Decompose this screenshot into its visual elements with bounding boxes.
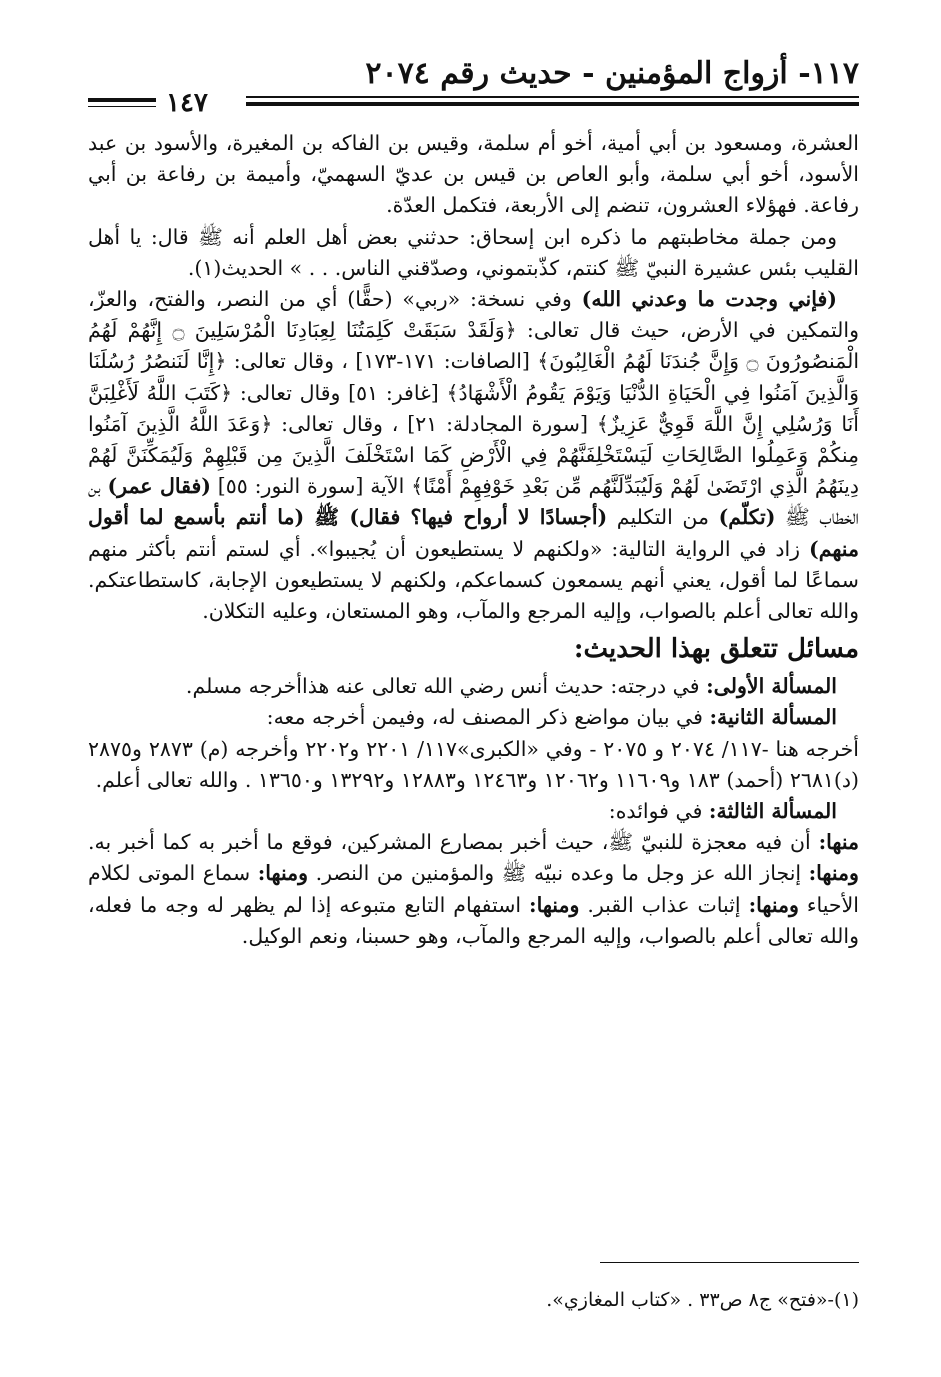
page-number: ١٤٧ — [166, 88, 208, 118]
issue-two-body: أخرجه هنا -١١٧/ ٢٠٧٤ و ٢٠٧٥ - وفي «الكبرى»١١٧/ ٢٢٠١ و٢٢٠٢ وأخرجه (م) ٢٨٧٣ و٢٨٧٥ (د)٢٦٨١ (أحمد) ١٨٣ و١١٦٠٩ و١٢٠٦٢ و١٢٤٦٣ و١٢٨٨٣ و١٣٢٩٢ و١٣٦٥٠ . والله تعالى أعلم. — [88, 736, 859, 792]
benefit-text-3: سماع الموتى لكلام الأحياء — [88, 861, 859, 917]
paragraph-commentary — [88, 284, 859, 627]
benefits-paragraph — [88, 827, 859, 952]
benefit-text-2: إنجاز الله عز وجل ما وعده نبيّه ﷺ والمؤمنين من النصر. — [315, 861, 802, 886]
hadith-quote: (فإني وجدت ما وعدني الله) — [581, 287, 837, 312]
benefit-label-3: ومنها: — [257, 861, 309, 886]
commentary-text-3: من التكليم — [616, 505, 710, 530]
issue-three-text: في فوائده: — [608, 799, 703, 824]
benefit-text-5: استفهام التابع متبوعه إذا لم يظهر له وجه ما فعله، والله تعالى أعلم بالصواب، وإليه المرجع والمآب، وهو حسبنا، ونعم الوكيل. — [88, 892, 859, 948]
issue-three-label: المسألة الثالثة: — [708, 799, 837, 824]
issue-one-text: في درجته: حديث أنس رضي الله تعالى عنه هذاأخرجه مسلم. — [185, 674, 700, 699]
running-title: ١١٧- أزواج المؤمنين - حديث رقم ٢٠٧٤ — [365, 56, 859, 91]
hadith-quote-bodies: (أجسادًا لا أرواح فيها؟ فقال) ﷺ (ما أنتم بأسمع لما أقول منهم) — [88, 505, 859, 561]
footnote: (١)-«فتح» ج٨ ص٣٣ . «كتاب المغازي». — [546, 1289, 859, 1311]
commentary-text-4: زاد في الرواية التالية: «ولكنهم لا يستطيعون أن يُجيبوا». أي لستم أنتم بأكثر منهم سماعًا لما أقول، يعني أنهم يسمعون كسماعكم، ولكنهم لا يستطيعون الإجابة، كاستطاعتكم. والله تعالى أعلم بالصواب، وإليه المرجع والمآب، وهو المستعان، وعليه التكلان. — [88, 536, 859, 624]
section-heading: مسائل تتعلق بهذا الحديث: — [573, 634, 859, 665]
paragraph-ibn-ishaq: ومن جملة مخاطبتهم ما ذكره ابن إسحاق: حدثني بعض أهل العلم أنه ﷺ قال: يا أهل القليب بئس عشيرة النبيّ ﷺ كنتم، كذّبتموني، وصدّقني الناس. . . » الحديث(١). — [88, 224, 859, 280]
footnote-rule — [600, 1262, 859, 1263]
hadith-quote-speak: (تكلّم) — [718, 505, 776, 530]
issue-one-label: المسألة الأولى: — [706, 674, 837, 699]
benefit-label-1: منها: — [818, 830, 859, 855]
header-rule-long — [246, 96, 859, 98]
issue-one — [88, 671, 859, 702]
main-text — [88, 128, 859, 952]
benefit-label-2: ومنها: — [808, 861, 859, 886]
page-header — [88, 52, 859, 122]
issue-two-text: في بيان مواضع ذكر المصنف له، وفيمن أخرجه معه: — [266, 705, 703, 730]
issue-two-label: المسألة الثانية: — [709, 705, 837, 730]
issue-three — [88, 796, 859, 827]
commentary-text-2: بن الخطاب ﷺ — [88, 474, 859, 530]
paragraph-names-list: العشرة، ومسعود بن أبي أمية، أخو أم سلمة، وقيس بن الفاكه بن المغيرة، والأسود بن عبد الأسود، أخو أبي سلمة، وأبو العاص بن قيس بن عديّ السهميّ، وأميمة بن رفاعة بن أبي رفاعة. فهؤلاء العشرون، تنضم إلى الأربعة، فتكمل العدّة. — [88, 131, 859, 218]
benefit-text-1: أن فيه معجزة للنبيّ ﷺ، حيث أخبر بمصارع المشركين، فوقع ما أخبر به كما أخبر به. — [88, 830, 811, 855]
issue-two — [88, 702, 859, 733]
benefit-text-4: إثبات عذاب القبر. — [587, 892, 741, 917]
commentary-text: وفي نسخة: «ربي» (حقًّا) أي من النصر، والفتح، والعزّ، والتمكين في الأرض، حيث قال تعالى: ﴿وَلَقَدْ سَبَقَتْ كَلِمَتُنَا لِعِبَادِنَا الْمُرْسَلِينَ ۝ إِنَّهُمْ لَهُمُ الْمَنصُورُونَ ۝ وَإِنَّ جُندَنَا لَهُمُ الْغَالِبُونَ﴾ [الصافات: ١٧١-١٧٣] ، وقال تعالى: ﴿إِنَّا لَنَنصُرُ رُسُلَنَا وَالَّذِينَ آمَنُوا فِي الْحَيَاةِ الدُّنْيَا وَيَوْمَ يَقُومُ الْأَشْهَادُ﴾ [غافر: ٥١] وقال تعالى: ﴿كَتَبَ اللَّهُ لَأَغْلِبَنَّ أَنَا وَرُسُلِي إِنَّ اللَّهَ قَوِيٌّ عَزِيزٌ﴾ [سورة المجادلة: ٢١] ، وقال تعالى: ﴿وَعَدَ اللَّهُ الَّذِينَ آمَنُوا مِنكُمْ وَعَمِلُوا الصَّالِحَاتِ لَيَسْتَخْلِفَنَّهُمْ فِي الْأَرْضِ كَمَا اسْتَخْلَفَ الَّذِينَ مِن قَبْلِهِمْ وَلَيُمَكِّنَنَّ لَهُمْ دِينَهُمُ الَّذِي ارْتَضَىٰ لَهُمْ وَلَيُبَدِّلَنَّهُم مِّن بَعْدِ خَوْفِهِمْ أَمْنًا﴾ الآية [سورة النور: ٥٥] — [88, 287, 860, 499]
benefit-label-4: ومنها: — [748, 892, 799, 917]
header-rule-short — [88, 98, 156, 102]
hadith-quote-umar: (فقال عمر) — [107, 474, 211, 499]
benefit-label-5: ومنها: — [529, 892, 580, 917]
